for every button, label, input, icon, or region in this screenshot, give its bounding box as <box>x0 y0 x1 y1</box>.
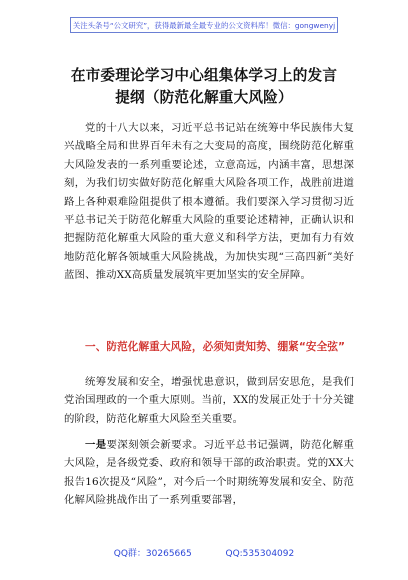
promo-banner <box>70 17 338 33</box>
document-title-line1: 在市委理论学习中心组集体学习上的发言 <box>70 67 338 84</box>
paragraph-2: 统筹发展和安全，增强忧患意识，做到居安思危，是我们党治国理政的一个重大原则。当前，XX的发展正处于十分关键的阶段，防范化解重大风险至关重要。 <box>64 376 354 425</box>
paragraph-3 <box>64 436 354 510</box>
footer-qq-group: QQ群：30265665 <box>113 549 192 559</box>
paragraph-3-text: 要深刻领会新要求。习近平总书记强调，防范化解重大风险，是各级党委、政府和领导干部的政治职责。党的XX大报告16次提及“风险”，对今后一个时期统筹发展和安全、防范化解风险挑战作出了一系列重要部署， <box>64 439 354 507</box>
promo-banner-text: 关注头条号“公文研究”，获得最新最全最专业的公文资料库！微信：gongwenyj <box>72 21 336 30</box>
intro-paragraph: 党的十八大以来，习近平总书记站在统筹中华民族伟大复兴战略全局和世界百年未有之大变局的高度，围绕防范化解重大风险发表的一系列重要论述，立意高远，内涵丰富，思想深刻，为我们切实做好防范化解重大风险各项工作，战胜前进道路上各种艰难险阻提供了根本遵循。我们要深入学习贯彻习近平总书记关于防范化解重大风险的重要论述精神，正确认识和把握防范化解重大风险的重大意义和科学方法，更加有力有效地防范化解各领域重大风险挑战，为加快实现“三高四新”美好蓝图、推动XX高质量发展筑牢更加坚实的安全屏障。 <box>64 122 354 282</box>
document-title-line2: 提纲（防范化解重大风险） <box>115 89 293 106</box>
section-heading: 一、防范化解重大风险，必须知责知势、绷紧“安全弦” <box>85 341 346 353</box>
footer-contact <box>0 546 408 559</box>
paragraph-3-lead: 一是 <box>85 439 107 451</box>
footer-qq: QQ:535304092 <box>225 549 295 559</box>
